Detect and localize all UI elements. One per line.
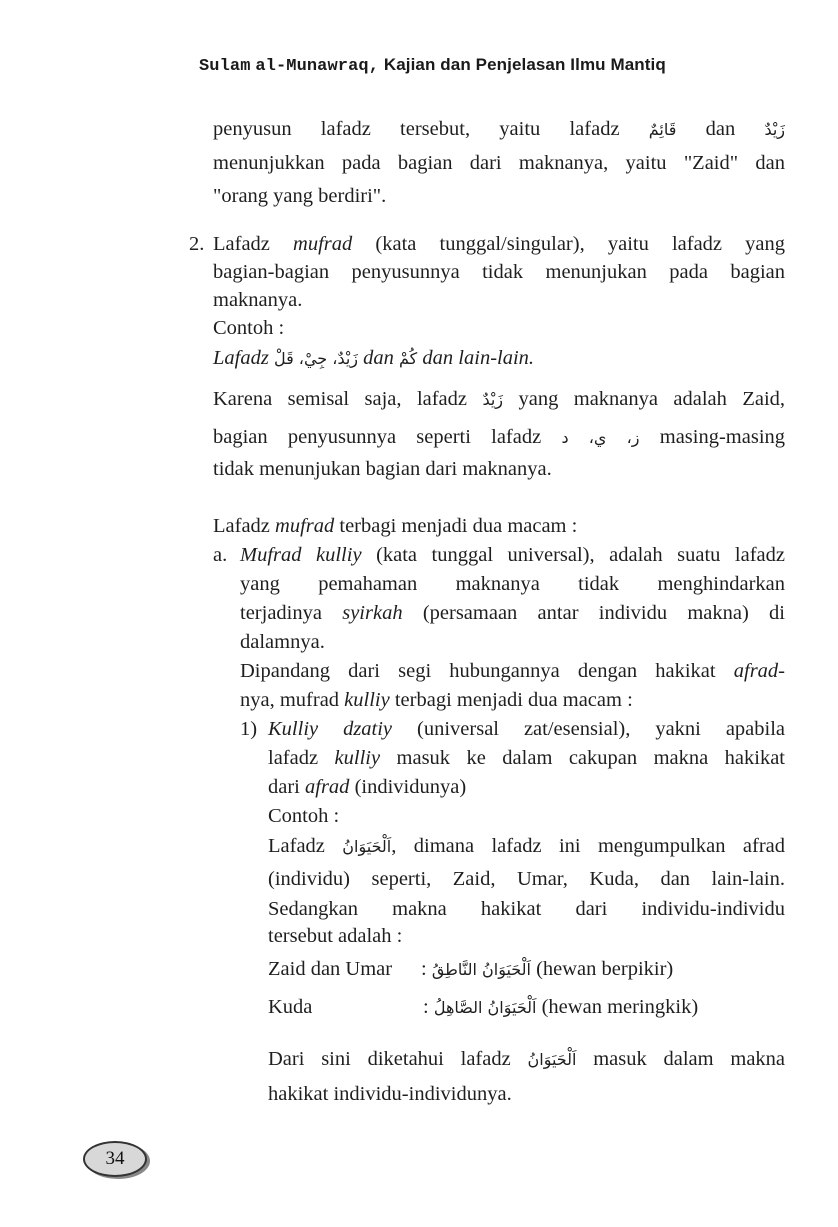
sub1-contoh: Contoh : <box>268 805 340 827</box>
item2-line2: bagian-bagian penyusunnya tidak menunjukan pada bagian <box>213 261 785 283</box>
mufrad-d-line1: Dipandang dari segi hubungannya dengan hakikat afrad- <box>240 660 785 682</box>
arabic-examples: زَيْدٌ، جِيْ، قَلْ <box>273 349 359 368</box>
list-number-2: 2. <box>189 233 205 255</box>
sub1-line1: Kulliy dzatiy (universal zat/esensial), yakni apabila <box>268 718 786 740</box>
running-header <box>199 54 666 76</box>
item2-karena-line1: Karena semisal saja, lafadz زَيْدٌ yang maknanya adalah Zaid, <box>213 388 786 410</box>
arabic-letters: ز، ي، د <box>561 428 640 447</box>
kuda-def: : اَلْحَيَوَانُ الصَّاهِلُ (hewan meringkik) <box>423 996 699 1018</box>
arabic-zaid: زَيْدٌ <box>764 120 786 139</box>
kuda-label: Kuda <box>268 996 313 1018</box>
mufrad-a-line3: terjadinya syirkah (persamaan antar individu makna) di <box>240 602 786 624</box>
mufrad-a-line2: yang pemahaman maknanya tidak menghindarkan <box>240 573 785 595</box>
list-label-a: a. <box>213 544 228 566</box>
item2-example: Lafadz زَيْدٌ، جِيْ، قَلْ dan كُمْ dan lain-lain. <box>213 347 535 369</box>
arabic-qaimun: قَائِمٌ <box>648 120 677 139</box>
item2-line1: Lafadz mufrad (kata tunggal/singular), yaitu lafadz yang <box>213 233 786 255</box>
arabic-alhayawan-2: اَلْحَيَوَانُ <box>527 1050 577 1069</box>
conclusion-line2: hakikat individu-individunya. <box>268 1083 512 1105</box>
para1-line2: menunjukkan pada bagian dari maknanya, yaitu "Zaid" dan <box>213 152 785 174</box>
item2-karena-line3: tidak menunjukan bagian dari maknanya. <box>213 458 552 480</box>
arabic-hayawan-sahil: اَلْحَيَوَانُ الصَّاهِلُ <box>433 998 537 1017</box>
mufrad-a-line1: Mufrad kulliy (kata tunggal universal), adalah suatu lafadz <box>240 544 785 566</box>
zaid-umar-def: : اَلْحَيَوَانُ النَّاطِقُ (hewan berpikir) <box>421 958 674 980</box>
arabic-zaid-2: زَيْدٌ <box>482 390 504 409</box>
zaid-umar-label: Zaid dan Umar <box>268 958 393 980</box>
sub1-ex-line4: tersebut adalah : <box>268 925 403 947</box>
sub1-ex-line1: Lafadz اَلْحَيَوَانُ, dimana lafadz ini mengumpulkan afrad <box>268 835 785 857</box>
header-part1: Sulam <box>199 57 251 76</box>
arabic-alhayawan: اَلْحَيَوَانُ <box>342 837 392 856</box>
sub1-ex-line2: (individu) seperti, Zaid, Umar, Kuda, dan lain-lain. <box>268 868 785 890</box>
item2-contoh: Contoh : <box>213 317 285 339</box>
list-number-1: 1) <box>240 718 258 740</box>
sub1-line2: lafadz kulliy masuk ke dalam cakupan makna hakikat <box>268 747 786 769</box>
item2-line3: maknanya. <box>213 289 303 311</box>
arabic-kum: كُمْ <box>399 349 418 368</box>
conclusion-line1: Dari sini diketahui lafadz اَلْحَيَوَانُ masuk dalam makna <box>268 1048 786 1070</box>
item2-karena-line2: bagian penyusunnya seperti lafadz ز، ي، د masing-masing <box>213 426 786 448</box>
para1-line1: penyusun lafadz tersebut, yaitu lafadz قَائِمٌ dan زَيْدٌ <box>213 118 786 140</box>
sub1-ex-line3: Sedangkan makna hakikat dari individu-individu <box>268 898 785 920</box>
mufrad-a-line4: dalamnya. <box>240 631 325 653</box>
page-number: 34 <box>83 1141 147 1177</box>
sub1-line3: dari afrad (individunya) <box>268 776 467 798</box>
mufrad-d-line2: nya, mufrad kulliy terbagi menjadi dua macam : <box>240 689 633 711</box>
header-part3: Kajian dan Penjelasan Ilmu Mantiq <box>383 55 666 74</box>
para1-line3: "orang yang berdiri". <box>213 185 387 207</box>
arabic-hayawan-natiq: اَلْحَيَوَانُ النَّاطِقُ <box>431 960 531 979</box>
mufrad-intro: Lafadz mufrad terbagi menjadi dua macam : <box>213 515 578 537</box>
header-part2: al-Munawraq, <box>255 57 379 76</box>
